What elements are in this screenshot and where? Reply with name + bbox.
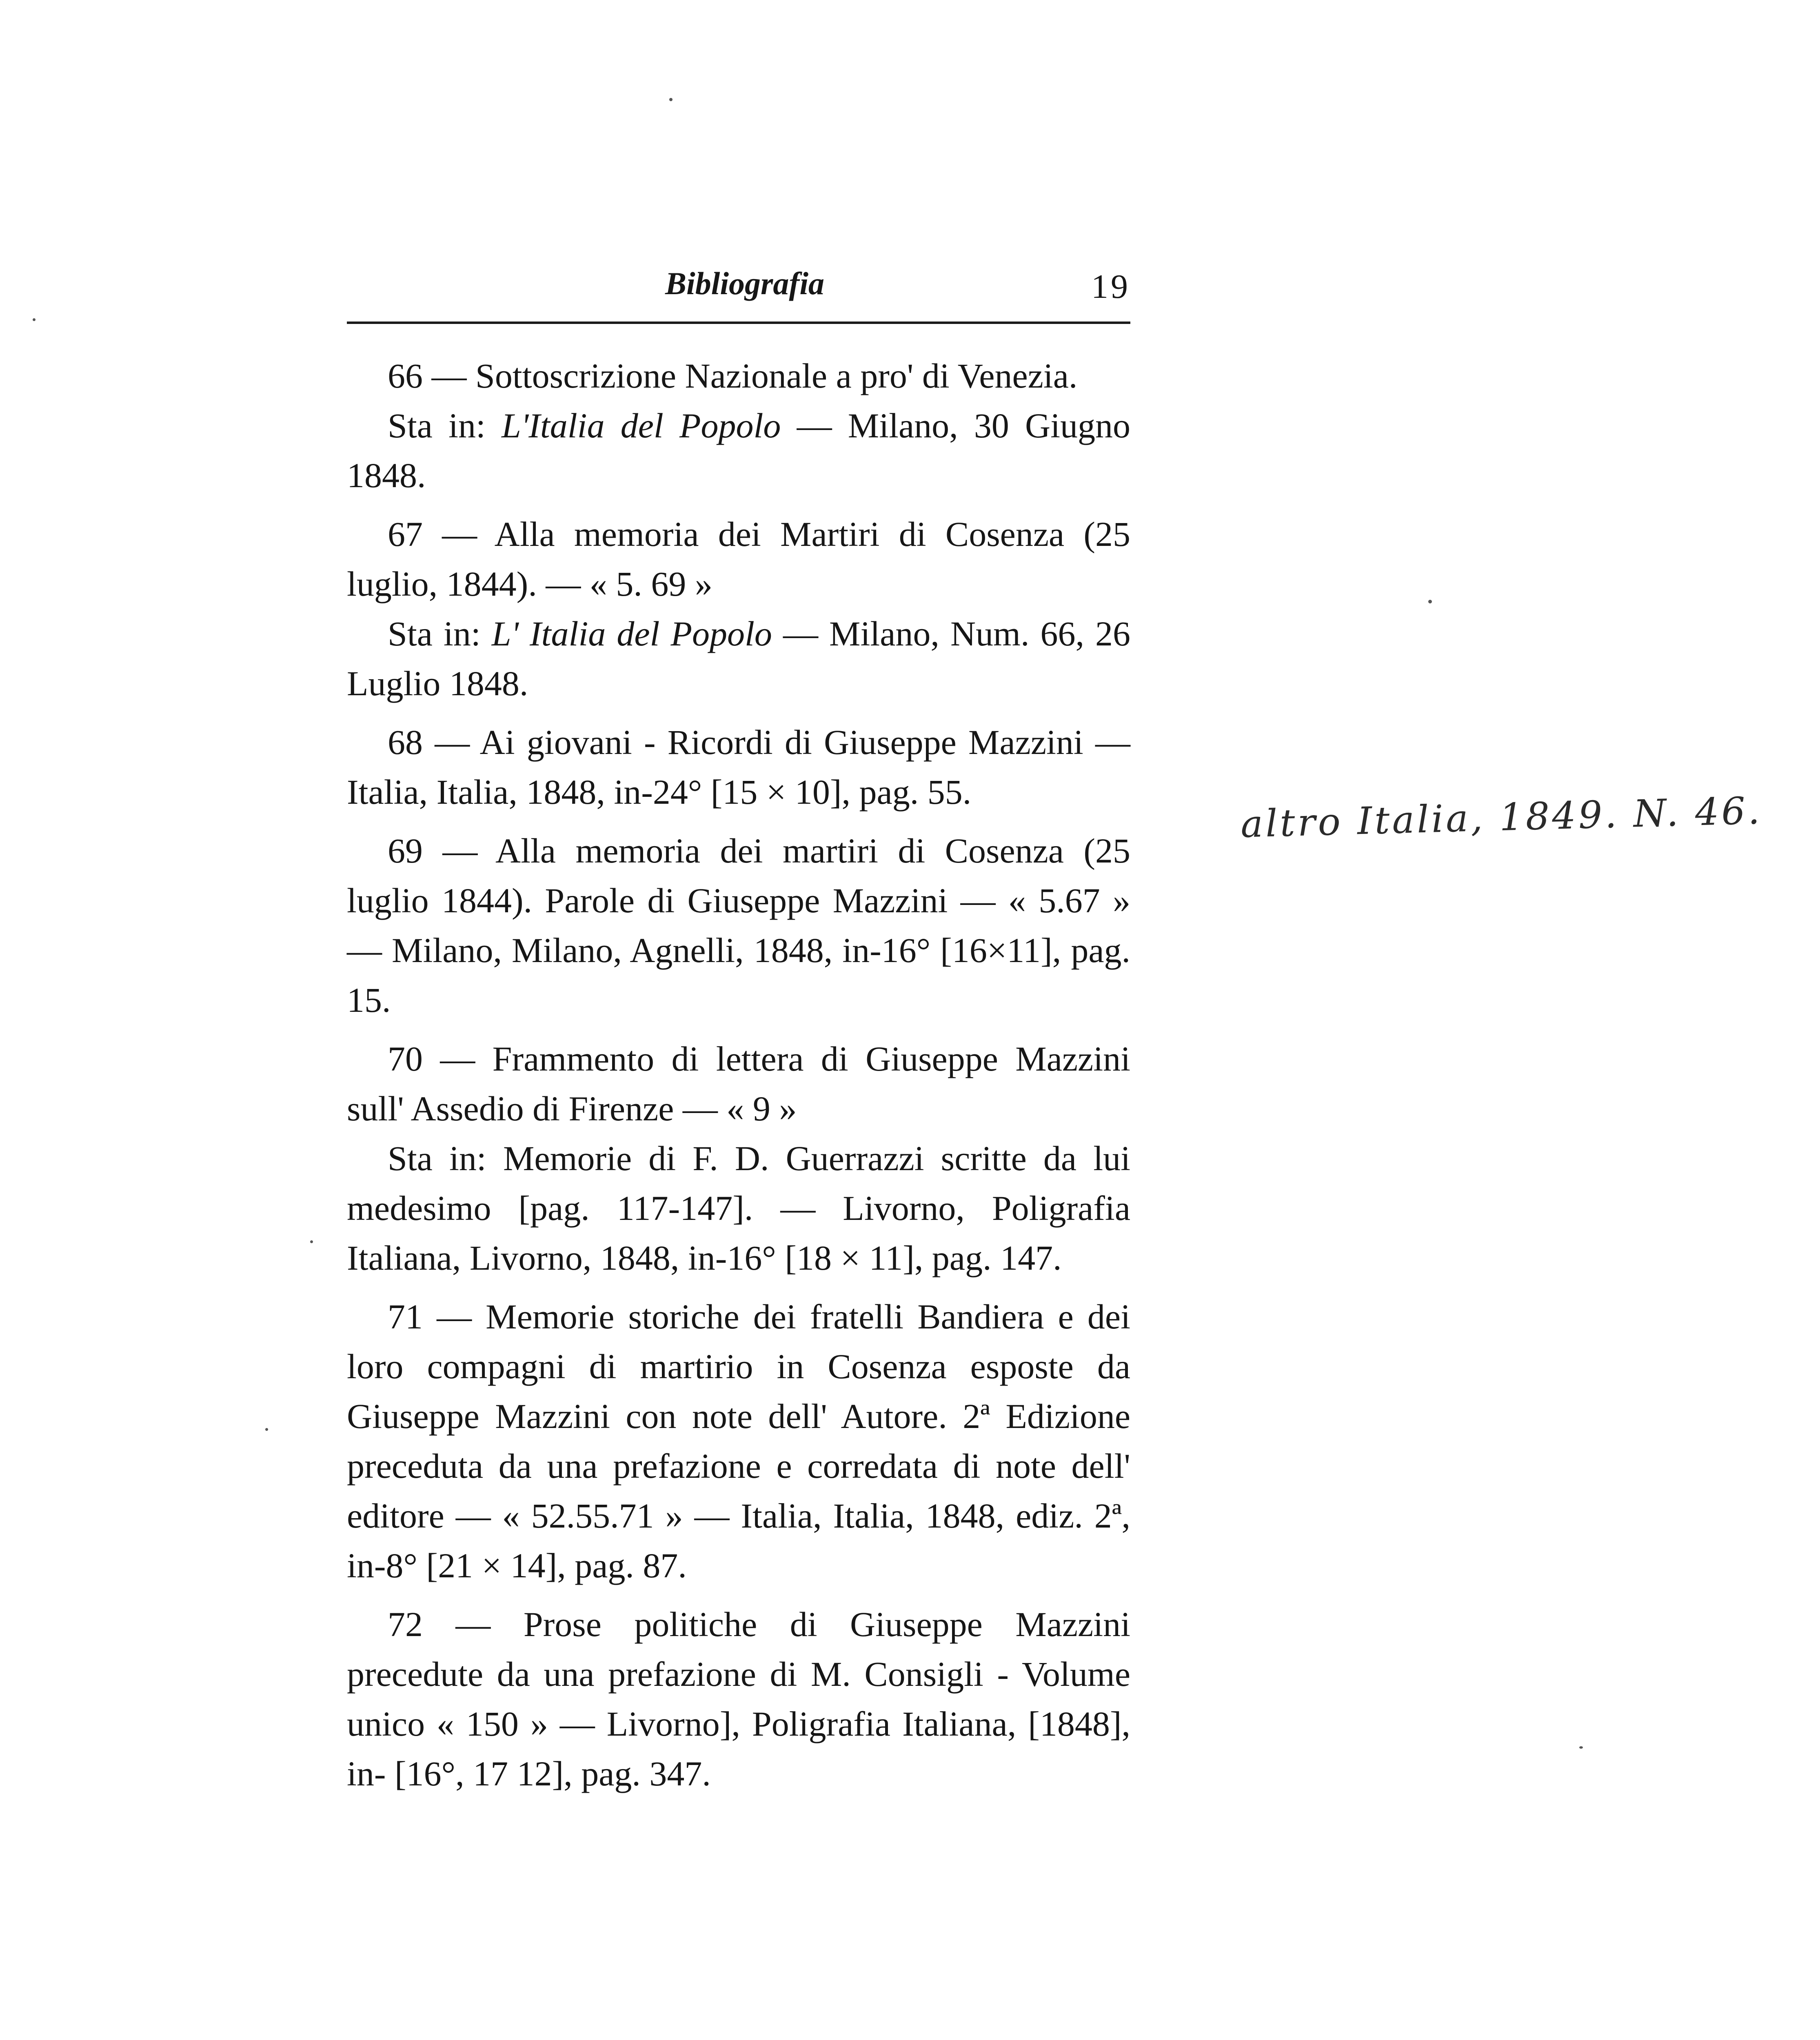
paper-speck [310,1240,313,1243]
source-label: Sta in: [388,1139,486,1178]
entry-title: 69 — Alla memoria dei martiri di Cosenza (25 luglio 1844). Parole di Giuseppe Mazzini — « 5.67 » — Milano, Milano, Agnelli, 1848, in-16° [16×11], pag. 15. [347,831,1130,1020]
entry-source [347,1133,1130,1283]
source-rest: Memorie di F. D. Guerrazzi scritte da lui medesimo [pag. 117-147]. — Livorno, Poligrafia Italiana, Livorno, 1848, in-16° [18 × 11], pag. 147. [347,1139,1131,1277]
source-title: L'Italia del Popolo [502,406,781,445]
entry-title: 66 — Sottoscrizione Nazionale a pro' di Venezia. [388,356,1078,395]
paper-speck [1579,1746,1583,1749]
entry-title: 67 — Alla memoria dei Martiri di Cosenza (25 luglio, 1844). — « 5. 69 » [347,514,1130,603]
page-header [347,261,1130,310]
page-number: 19 [1091,268,1130,306]
paper-speck [265,1428,268,1431]
paper-speck [669,98,673,101]
bibliography-body [347,351,1130,1807]
entry-title: 72 — Prose politiche di Giuseppe Mazzini precedute da una prefazione di M. Consigli - Volume unico « 150 » — Livorno], Poligrafia Italiana, [1848], in- [16°, 17 12], pag. 347. [347,1605,1130,1793]
header-rule [347,322,1130,324]
source-title: L' Italia del Popolo [491,614,772,653]
source-rest: — Milano, Num. 66, 26 Luglio 1848. [347,614,1131,703]
entry-67 [347,509,1130,708]
source-label: Sta in: [388,614,481,653]
source-label: Sta in: [388,406,486,445]
entry-source [347,609,1130,708]
entry-71 [347,1292,1130,1590]
entry-69 [347,826,1130,1025]
paper-speck [33,318,36,321]
handwritten-annotation: altro Italia, 1849. N. 46. [1240,789,1763,846]
entry-source [347,401,1130,500]
paper-speck [1428,600,1432,603]
entry-title: 68 — Ai giovani - Ricordi di Giuseppe Mazzini — Italia, Italia, 1848, in-24° [15 × 10], pag. 55. [347,723,1130,812]
entry-title: 70 — Frammento di lettera di Giuseppe Mazzini sull' Assedio di Firenze — « 9 » [347,1039,1130,1128]
entry-68 [347,717,1130,817]
source-rest: — Milano, 30 Giugno 1848. [347,406,1131,495]
entry-title: 71 — Memorie storiche dei fratelli Bandiera e dei loro compagni di martirio in Cosenza esposte da Giuseppe Mazzini con note dell' Autore. 2ª Edizione preceduta da una prefazione e corredata di note dell' editore — « 52.55.71 » — Italia, Italia, 1848, ediz. 2ª, in-8° [21 × 14], pag. 87. [347,1297,1130,1585]
running-title: Bibliografia [665,266,825,301]
entry-70 [347,1034,1130,1283]
entry-66 [347,351,1130,500]
entry-72 [347,1599,1130,1798]
